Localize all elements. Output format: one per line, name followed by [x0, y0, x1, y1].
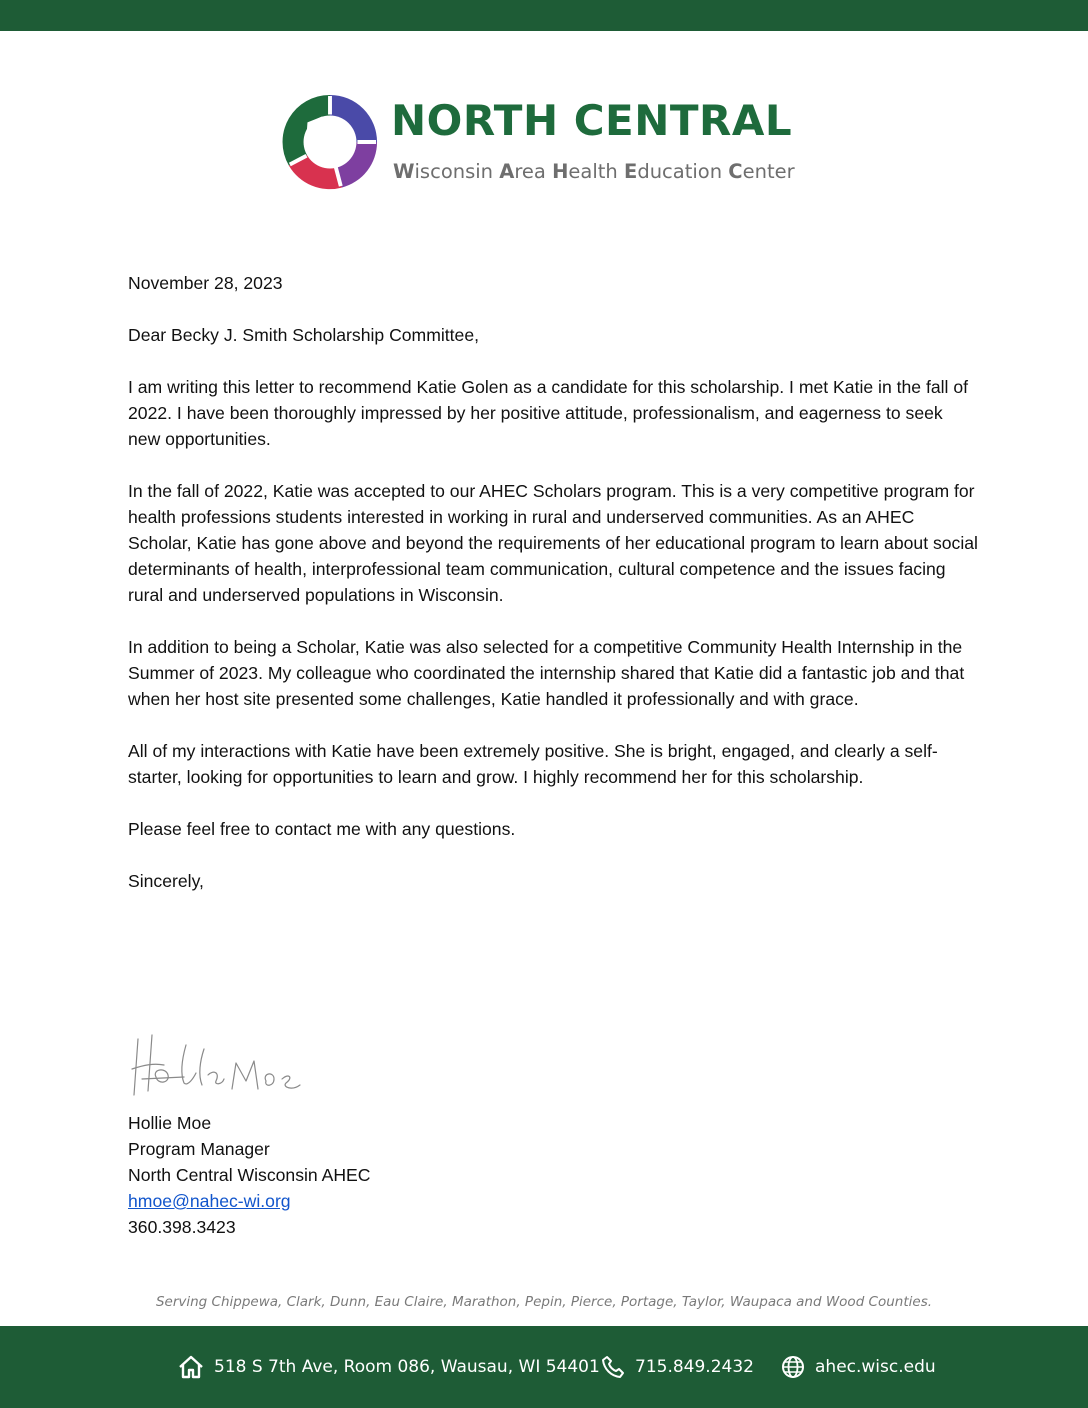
letter-paragraph: In the fall of 2022, Katie was accepted to our AHEC Scholars program. This is a very competitive program for health professions students interested in working in rural and underserved communities. As an AHEC Scholar, Katie has gone above and beyond the requirements of her educational program to learn about social determinants of health, interprofessional team communication, cultural competence and the issues facing rural and underserved populations in Wisconsin. [128, 481, 978, 605]
footer-address-text: 518 S 7th Ave, Room 086, Wausau, WI 54401 [214, 1357, 600, 1377]
signer-title: Program Manager [128, 1139, 270, 1159]
signer-phone: 360.398.3423 [128, 1217, 236, 1237]
signer-email-link[interactable]: hmoe@nahec-wi.org [128, 1191, 291, 1211]
letter-paragraph: I am writing this letter to recommend Katie Golen as a candidate for this scholarship. I met Katie in the fall of 2022. I have been thoroughly impressed by her positive attitude, professionalism, and eagerness to seek new opportunities. [128, 377, 969, 449]
signature-block [128, 1110, 370, 1240]
phone-icon [601, 1355, 625, 1379]
letter-date: November 28, 2023 [128, 273, 283, 293]
home-icon [178, 1355, 204, 1379]
signer-organization: North Central Wisconsin AHEC [128, 1165, 371, 1185]
logo-mark-icon [281, 93, 379, 191]
letter-closing: Sincerely, [128, 871, 204, 891]
footer-website [781, 1352, 936, 1382]
handwritten-signature [124, 1025, 314, 1107]
footer-website-link[interactable]: ahec.wisc.edu [815, 1357, 936, 1377]
footer-address [178, 1352, 600, 1382]
top-banner [0, 0, 1088, 31]
letter-salutation: Dear Becky J. Smith Scholarship Committee, [128, 325, 480, 345]
footer-phone [601, 1352, 754, 1382]
letter-body [128, 270, 978, 920]
service-area-note: Serving Chippewa, Clark, Dunn, Eau Claire, Marathon, Pepin, Pierce, Portage, Taylor, Waupaca and Wood Counties. [155, 1294, 933, 1310]
letter-paragraph: All of my interactions with Katie have been extremely positive. She is bright, engaged, and clearly a self-starter, looking for opportunities to learn and grow. I highly recommend her for this scholarship. [128, 741, 938, 787]
letter-paragraph: Please feel free to contact me with any questions. [128, 819, 516, 839]
letter-paragraph: In addition to being a Scholar, Katie was also selected for a competitive Community Health Internship in the Summer of 2023. My colleague who coordinated the internship shared that Katie did a fantastic job and that when her host site presented some challenges, Katie handled it professionally and with grace. [128, 637, 965, 709]
logo-subtitle: Wisconsin Area Health Education Center [393, 160, 795, 183]
footer-bar [0, 1326, 1088, 1408]
footer-phone-text: 715.849.2432 [635, 1357, 754, 1377]
signer-name: Hollie Moe [128, 1113, 212, 1133]
globe-icon [781, 1355, 805, 1379]
logo-title: NORTH CENTRAL [391, 96, 793, 145]
